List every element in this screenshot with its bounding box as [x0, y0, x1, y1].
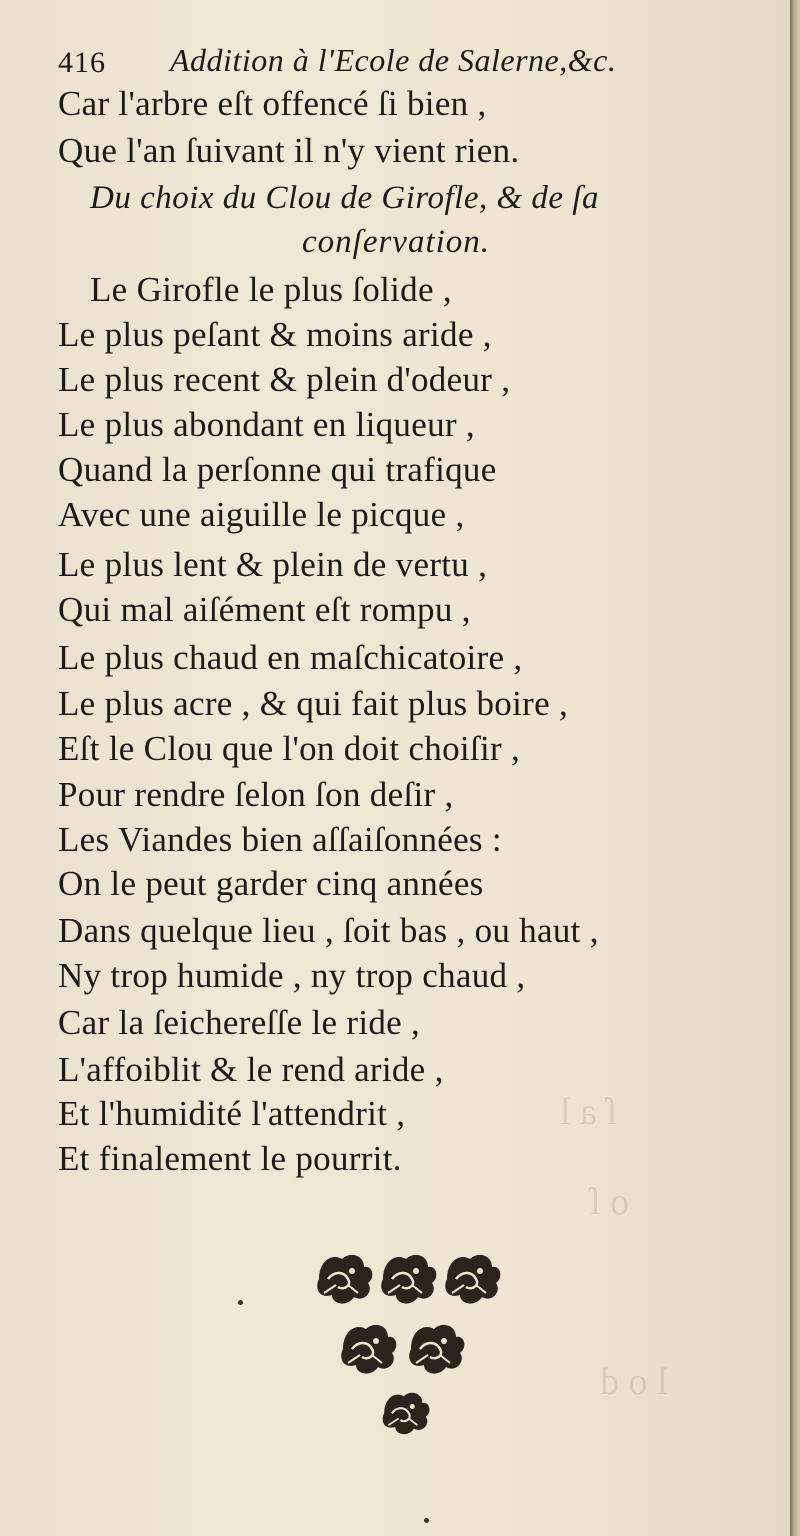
- verse-line: Dans quelque lieu , ſoit bas , ou haut ,: [58, 911, 599, 950]
- verse-line: Et l'humidité l'attendrit ,: [58, 1094, 406, 1133]
- show-through-text: o ſ: [590, 1181, 630, 1223]
- verse-line: Pour rendre ſelon ſon deſir ,: [58, 775, 454, 814]
- verse-line: Le plus recent & plein d'odeur ,: [58, 360, 511, 399]
- verse-line: Qui mal aiſément eſt rompu ,: [58, 590, 471, 629]
- verse-line: Avec une aiguille le picque ,: [58, 495, 465, 534]
- page-edge: [790, 0, 800, 1536]
- ink-speck: [238, 1300, 243, 1305]
- verse-line: Car la ſeichereſſe le ride ,: [58, 1003, 421, 1042]
- show-through-text: l o d: [600, 1361, 668, 1403]
- verse-line: Le plus acre , & qui fait plus boire ,: [58, 684, 569, 723]
- printers-fleuron-icon: [300, 1245, 520, 1455]
- verse-line: Que l'an ſuivant il n'y vient rien.: [58, 131, 520, 170]
- verse-line: On le peut garder cinq années: [58, 864, 484, 903]
- verse-line: Le plus chaud en maſchicatoire ,: [58, 638, 523, 677]
- verse-line: Le plus abondant en liqueur ,: [58, 405, 475, 444]
- verse-line: Ny trop humide , ny trop chaud ,: [58, 956, 526, 995]
- verse-line: Eſt le Clou que l'on doit choiſir ,: [58, 729, 521, 768]
- section-title-line: conſervation.: [302, 224, 491, 260]
- verse-line: Le plus peſant & moins aride ,: [58, 315, 492, 354]
- verse-line: Quand la perſonne qui trafique: [58, 450, 497, 489]
- verse-line: Car l'arbre eſt offencé ſi bien ,: [58, 84, 487, 123]
- verse-line: Les Viandes bien aſſaiſonnées :: [58, 820, 502, 859]
- show-through-text: ſ a l: [560, 1091, 617, 1133]
- verse-line: Le Girofle le plus ſolide ,: [90, 270, 452, 309]
- verse-line: Le plus lent & plein de vertu ,: [58, 545, 488, 584]
- page-number: 416: [58, 46, 106, 79]
- section-title-line: Du choix du Clou de Girofle, & de ſa: [90, 180, 599, 216]
- running-title: Addition à l'Ecole de Salerne,&c.: [170, 42, 617, 78]
- ink-speck: [424, 1518, 429, 1523]
- verse-line: Et finalement le pourrit.: [58, 1139, 402, 1178]
- verse-line: L'affoiblit & le rend aride ,: [58, 1050, 444, 1089]
